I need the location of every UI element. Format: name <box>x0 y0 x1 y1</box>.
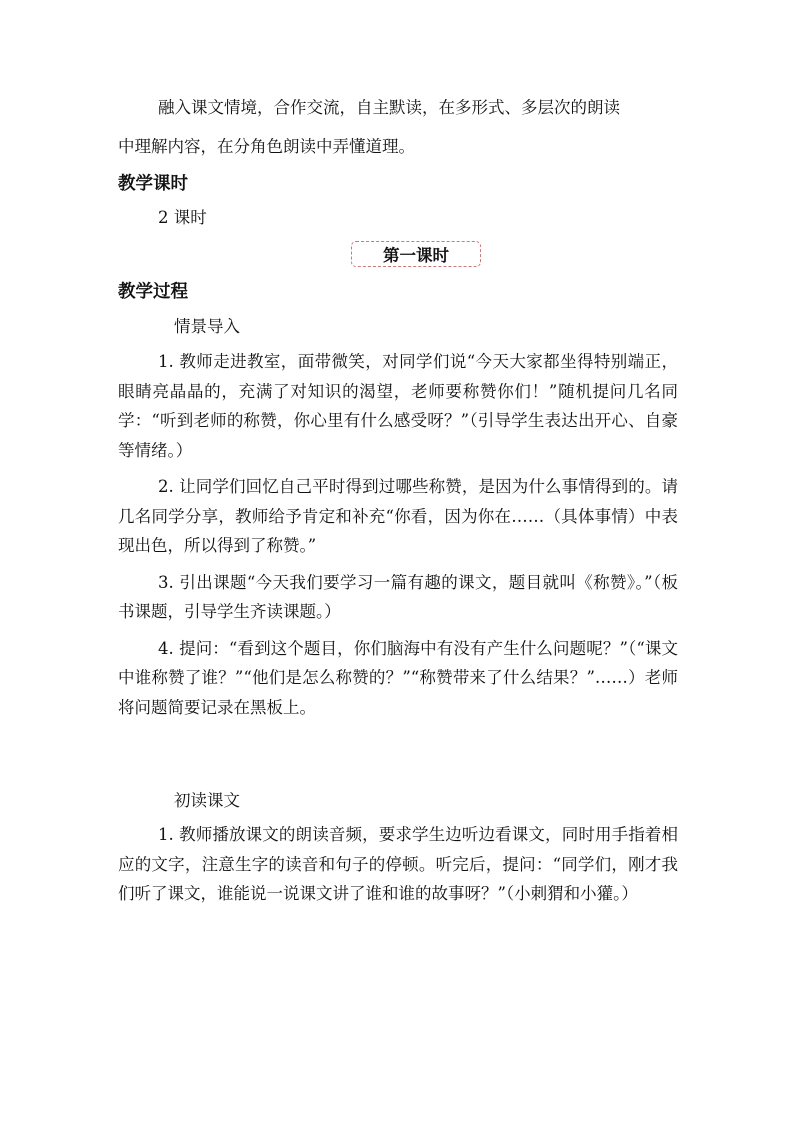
paragraph: 4. 提问：“看到这个题目，你们脑海中有没有产生什么问题呢？”（“课文中谁称赞了谁？”“他们是怎么称赞的？”“称赞带来了什么结果？”……）老师将问题简要记录在黑板上。 <box>118 638 678 717</box>
teaching-hours-heading: 教学课时 <box>118 174 188 194</box>
paragraph: 1. 教师播放课文的朗读音频，要求学生边听边看课文，同时用手指着相应的文字，注意生字的读音和句子的停顿。听完后，提问：“同学们，刚才我们听了课文，谁能说一说课文讲了谁和谁的故事呀？”（小刺猬和小獾。） <box>118 825 678 903</box>
section-title-intro: 情景导入 <box>174 317 240 336</box>
paragraph: 3. 引出课题“今天我们要学习一篇有趣的课文，题目就叫《称赞》。”（板书课题，引导学生齐读课题。） <box>118 572 678 621</box>
paragraph: 2. 让同学们回忆自己平时得到过哪些称赞，是因为什么事情得到的。请几名同学分享，教师给予肯定和补充“你看，因为你在……（具体事情）中表现出色，所以得到了称赞。” <box>118 477 678 555</box>
teaching-hours-value: 2 课时 <box>158 208 207 227</box>
lesson-label: 第一课时 <box>383 246 449 265</box>
section-title-first-reading: 初读课文 <box>174 791 240 810</box>
section-intro-body <box>118 347 678 722</box>
teaching-process-heading: 教学过程 <box>118 282 188 302</box>
intro-line-1: 融入课文情境，合作交流，自主默读，在多形式、多层次的朗读 <box>158 98 620 117</box>
lesson-label-box <box>351 241 481 267</box>
intro-line-2: 中理解内容，在分角色朗读中弄懂道理。 <box>118 137 415 156</box>
paragraph: 1. 教师走进教室，面带微笑，对同学们说“今天大家都坐得特别端正，眼睛亮晶晶的，充满了对知识的渴望，老师要称赞你们！”随机提问几名同学：“听到老师的称赞，你心里有什么感受呀？”（引导学生表达出开心、自豪等情绪。） <box>118 352 678 460</box>
section-first-reading-body <box>118 820 678 909</box>
